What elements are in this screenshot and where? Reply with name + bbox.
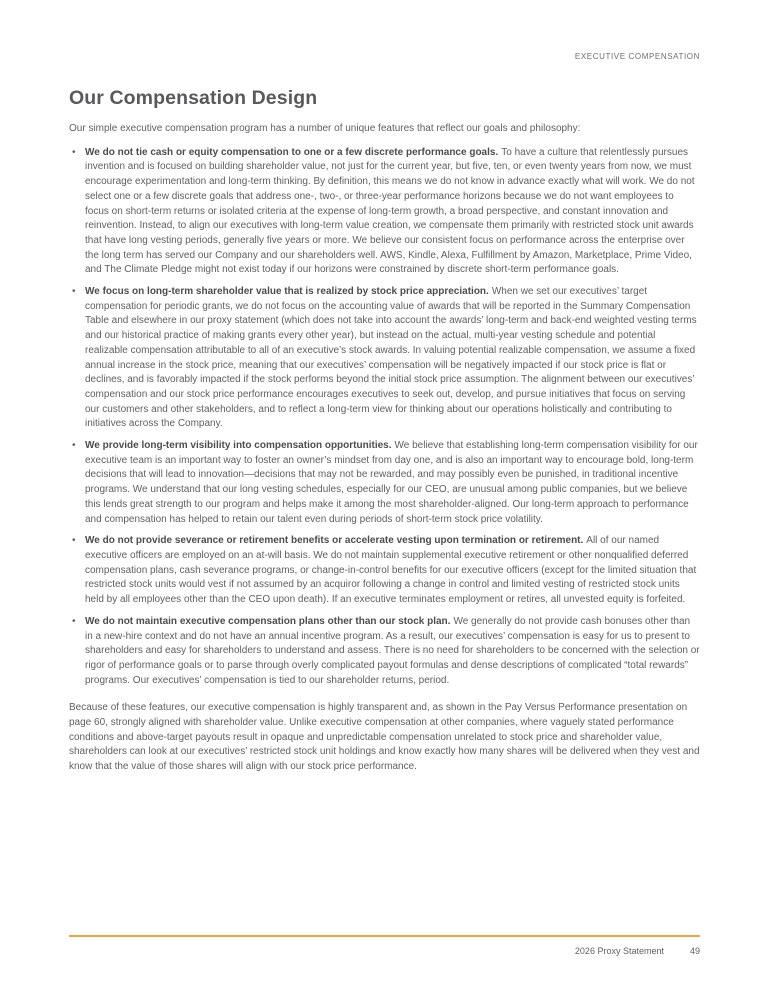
- running-header: EXECUTIVE COMPENSATION: [574, 52, 700, 61]
- intro-paragraph: Our simple executive compensation program has a number of unique features that reflect our goals and philosophy:: [69, 123, 581, 134]
- bullet-icon: •: [72, 615, 76, 627]
- bullet-body: We believe that establishing long-term compensation visibility for our executive team is an important way to foster an owner’s mindset from day one, and is also an important way to encourage bold, long-term decisions that will lead to innovation—decisions that may not be rewarded, and may possibly even be punished, in traditional incentive programs. We understand that our long vesting schedules, especially for our CEO, are unusual among public companies, but we believe this lends great strength to our program and helps make it among the most shareholder-aligned. Our long-term approach to performance and compensation has helped to retain our talent even during periods of short-term stock price volatility.: [85, 440, 698, 525]
- footer-label: 2026 Proxy Statement: [574, 946, 664, 956]
- footer-accent-rule: [69, 935, 700, 937]
- bullet-lead: We do not tie cash or equity compensation to one or a few discrete performance goals.: [85, 146, 499, 158]
- document-page: [69, 0, 700, 775]
- bullet-lead: We provide long-term visibility into compensation opportunities.: [85, 440, 392, 452]
- bullet-icon: •: [72, 286, 76, 298]
- bullet-lead: We do not maintain executive compensation plans other than our stock plan.: [85, 615, 451, 627]
- list-item: [69, 285, 700, 432]
- list-item: [69, 146, 700, 278]
- bullet-icon: •: [72, 440, 76, 452]
- bullet-body: We generally do not provide cash bonuses other than in a new-hire context and do not have an annual incentive program. As a result, our executives’ compensation is easy for us to present to shareholders and easy for shareholders to understand and assess. There is no need for shareholders to be concerned with the selection or rigor of performance goals or to parse through overly complicated payout formulas and dense descriptions of complicated “total rewards” programs. Our executives’ compensation is tied to our shareholder returns, period.: [85, 615, 700, 686]
- closing-paragraph: Because of these features, our executive compensation is highly transparent and, as shown in the Pay Versus Performance presentation on page 60, strongly aligned with shareholder value. Unlike executive compensation at other companies, where vaguely stated performance conditions and above-target payouts result in opaque and unpredictable compensation unrelated to stock price and shareholder value, shareholders can look at our executives’ restricted stock unit holdings and know exactly how many shares will be delivered when they vest and know that the value of those shares will align with our stock price performance.: [69, 702, 700, 773]
- page-footer: [575, 946, 700, 956]
- list-item: [69, 534, 700, 608]
- bullet-icon: •: [72, 535, 76, 547]
- bullet-body: When we set our executives’ target compensation for periodic grants, we do not focus on the accounting value of awards that will be reported in the Summary Compensation Table and elsewhere in our proxy statement (which does not take into account the awards’ long-term and back-end weighted vesting terms and our historical practice of making grants every other year), but instead on the actual, multi-year vesting schedule and potential realizable compensation attributable to all of an executive’s stock awards. In valuing potential realizable compensation, we assume a fixed annual increase in the stock price, meaning that our executives’ compensation will be negatively impacted if our stock price is flat or declines, and is favorably impacted if the stock performs beyond the initial stock price assumption. The alignment between our executives’ compensation and our stock price performance encourages executives to seek out, develop, and pursue initiatives that focus on serving our customers and other stakeholders, and to reflect a long-term view for thinking about our operations holistically and contributing to initiatives across the Company.: [85, 286, 697, 430]
- bullet-icon: •: [72, 146, 76, 158]
- feature-list: [69, 146, 700, 689]
- list-item: [69, 439, 700, 527]
- page-number: 49: [689, 946, 700, 956]
- list-item: [69, 615, 700, 689]
- bullet-body: To have a culture that relentlessly pursues invention and is focused on building shareholder value, not just for the current year, but five, ten, or even twenty years from now, we must encourage experimentation and long-term thinking. By definition, this means we do not know in advance exactly what will work. We do not select one or a few discrete goals that address one-, two-, or three-year performance horizons because we do not want employees to focus on short-term returns or isolated criteria at the expense of long-term growth, a broad perspective, and constant innovation and reinvention. Instead, to align our executives with long-term value creation, we compensate them primarily with restricted stock unit awards that have long vesting periods, generally five years or more. We believe our consistent focus on performance across the enterprise over the long term has served our Company and our shareholders well. AWS, Kindle, Alexa, Fulfillment by Amazon, Marketplace, Prime Video, and The Climate Pledge might not exist today if our horizons were constrained by discrete short-term performance goals.: [85, 146, 695, 276]
- bullet-lead: We focus on long-term shareholder value that is realized by stock price appreciation.: [85, 286, 489, 298]
- bullet-body: All of our named executive officers are employed on an at-will basis. We do not maintain supplemental executive retirement or other nonqualified deferred compensation plans, cash severance programs, or change-in-control benefits for our executive officers (except for the limited situation that restricted stock units would vest if not assumed by an acquiror following a change in control and limited vesting of restricted stock units held by all employees other than the CEO upon death). If an executive terminates employment or retires, all unvested equity is forfeited.: [85, 535, 697, 606]
- bullet-lead: We do not provide severance or retirement benefits or accelerate vesting upon termination or retirement.: [85, 535, 584, 547]
- page-title: Our Compensation Design: [69, 87, 318, 109]
